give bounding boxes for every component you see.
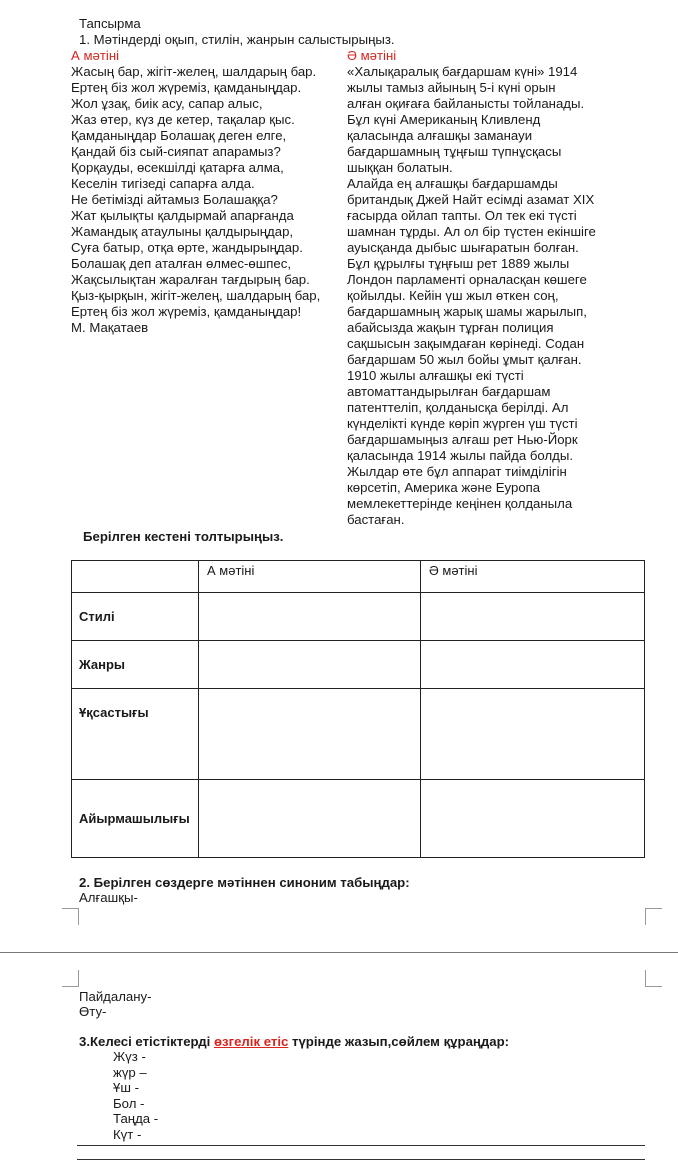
task3-instruction: [79, 1034, 509, 1050]
cell-genre-a[interactable]: [199, 641, 421, 689]
task2-word: Пайдалану-: [79, 989, 152, 1004]
task3-verb: Таңда -: [113, 1111, 159, 1126]
table-row: [72, 780, 645, 858]
text-b-line: қаласында алғашқы заманауи: [347, 128, 533, 143]
task1-instruction: 1. Мәтіндерді оқып, стилін, жанрын салыстырыңыз.: [79, 32, 395, 47]
text-b-line: шыққан болатын.: [347, 160, 453, 175]
page-corner-mark: [645, 908, 662, 925]
page-separator: [0, 952, 678, 953]
answer-line[interactable]: [77, 1159, 645, 1160]
page-corner-mark: [62, 970, 79, 987]
row-label-genre: Жанры: [72, 641, 199, 689]
page-corner-mark: [62, 908, 79, 925]
text-a-line: Жақсылықтан жаралған тағдырың бар.: [71, 272, 310, 287]
text-b-line: Бұл күні Американың Кливленд: [347, 112, 541, 127]
table-row: [72, 593, 645, 641]
cell-difference-b[interactable]: [421, 780, 645, 858]
task3-instruction-start: 3.Келесі етістіктерді: [79, 1034, 214, 1049]
text-b-column: [347, 48, 596, 528]
task3-verb: жүр –: [113, 1064, 147, 1080]
table-row: [72, 689, 645, 780]
text-b-line: бағдаршамыңыз алғаш рет Нью-Йорк: [347, 432, 578, 447]
text-b-line: бағдаршамның тұңғыш түпнұсқасы: [347, 144, 562, 159]
text-a-line: Жамандық атаулыны қалдырыңдар,: [71, 224, 294, 239]
table-row: [72, 641, 645, 689]
text-a-line: Не бетімізді айтамыз Болашаққа?: [71, 192, 278, 207]
text-b-line: патенттеліп, қолданысқа берілді. Ал: [347, 400, 569, 415]
task2-word: Өту-: [79, 1004, 107, 1019]
text-b-line: мемлекеттерінде кеңінен қолданыла: [347, 496, 573, 511]
text-a-line: Ертең біз жол жүреміз, қамданыңдар.: [71, 80, 302, 95]
task3-instruction-end: түрінде жазып,сөйлем құраңдар:: [288, 1034, 510, 1049]
cell-similarity-b[interactable]: [421, 689, 645, 780]
text-b-line: сақшысын зақымдаған көрінеді. Содан: [347, 336, 585, 351]
text-a-line: Кеселін тигізеді сапарға алда.: [71, 176, 255, 191]
row-label-style: Стилі: [72, 593, 199, 641]
text-b-line: бағдаршам 50 жыл бойы ұмыт қалған.: [347, 352, 582, 367]
task3-verb: Ұш -: [113, 1080, 139, 1095]
answer-line[interactable]: [77, 1145, 645, 1146]
text-a-column: [71, 48, 320, 336]
text-b-line: Бұл құрылғы тұңғыш рет 1889 жылы: [347, 256, 570, 271]
text-b-line: қаласында 1914 жылы пайда болды.: [347, 448, 573, 463]
text-b-line: шамнан тұрды. Ал ол бір түстен екіншіге: [347, 224, 596, 239]
text-a-line: Қорқауды, өсекшілді қатарға алма,: [71, 160, 284, 175]
comparison-table: [71, 560, 645, 858]
text-b-line: көрсетіп, Америка және Еуропа: [347, 480, 541, 495]
text-b-line: күнделікті күнде көріп жүрген үш түсті: [347, 416, 578, 431]
table-header-text-b: Ә мәтіні: [421, 561, 645, 593]
task2-instruction: 2. Берілген сөздерге мәтіннен синоним табыңдар:: [79, 875, 410, 890]
table-header-row: [72, 561, 645, 593]
cell-style-a[interactable]: [199, 593, 421, 641]
text-a-line: Қыз-қырқын, жігіт-желең, шалдарың бар,: [71, 288, 321, 303]
task3-verb: Күт -: [113, 1126, 142, 1142]
table-header-text-a: А мәтіні: [199, 561, 421, 593]
text-b-line: жылы тамыз айының 5-і күні орын: [347, 80, 556, 95]
text-b-line: Лондон парламенті орналасқан көшеге: [347, 272, 587, 287]
cell-style-b[interactable]: [421, 593, 645, 641]
task3-highlight: өзгелік етіс: [213, 1034, 289, 1049]
text-b-line: британдық Джей Найт есімді азамат XIX: [347, 192, 595, 207]
text-a-line: Суға батыр, отқа өрте, жандырыңдар.: [71, 240, 303, 255]
text-b-line: Алайда ең алғашқы бағдаршамды: [347, 176, 558, 191]
cell-difference-a[interactable]: [199, 780, 421, 858]
text-a-line: Болашақ деп аталған өлмес-өшпес,: [71, 256, 292, 271]
task-title: Тапсырма: [79, 16, 141, 31]
text-b-line: 1910 жылы алғашқы екі түсті: [347, 368, 524, 383]
text-b-line: алған оқиғаға байланысты тойланады.: [347, 96, 585, 111]
text-a-line: Қамданыңдар Болашақ деген елге,: [71, 128, 287, 143]
text-b-line: ауысқанда дыбыс шығаратын болған.: [347, 240, 579, 255]
text-a-heading: А мәтіні: [71, 48, 120, 63]
table-header-empty: [72, 561, 199, 593]
task2-word: Алғашқы-: [79, 890, 138, 905]
text-b-line: «Халықаралық бағдаршам күні» 1914: [347, 64, 578, 79]
cell-genre-b[interactable]: [421, 641, 645, 689]
text-a-author: М. Мақатаев: [71, 320, 149, 335]
text-b-line: бағдаршамның жарық шамы жарылып,: [347, 304, 587, 319]
text-b-line: автоматтандырылған бағдаршам: [347, 384, 551, 399]
text-b-line: бастаған.: [347, 512, 405, 527]
task3-verb: Жүз -: [113, 1049, 146, 1064]
text-a-line: Жаз өтер, күз де кетер, тақалар қыс.: [71, 112, 295, 127]
text-a-line: Жасың бар, жігіт-желең, шалдарың бар.: [71, 64, 317, 79]
text-b-line: қойылды. Кейін үш жыл өткен соң,: [347, 288, 559, 303]
text-a-line: Жат қылықты қалдырмай апарғанда: [71, 208, 294, 223]
text-a-line: Ертең біз жол жүреміз, қамданыңдар!: [71, 304, 302, 319]
row-label-similarity: Ұқсастығы: [72, 689, 199, 780]
text-a-line: Қандай біз сый-сияпат апарамыз?: [71, 144, 281, 159]
text-a-line: Жол ұзақ, биік асу, сапар алыс,: [71, 96, 263, 111]
cell-similarity-a[interactable]: [199, 689, 421, 780]
text-b-heading: Ә мәтіні: [347, 48, 397, 63]
row-label-difference: Айырмашылығы: [72, 780, 199, 858]
text-b-line: абайсызда жақын тұрған полиция: [347, 320, 554, 335]
text-b-line: ғасырда ойлап тапты. Ол тек екі түсті: [347, 208, 577, 223]
page-corner-mark: [645, 970, 662, 987]
task3-verb-list: [113, 1049, 158, 1142]
table-instruction: Берілген кестені толтырыңыз.: [83, 529, 284, 544]
task3-verb: Бол -: [113, 1095, 145, 1111]
text-b-line: Жылдар өте бұл аппарат тиімділігін: [347, 464, 567, 479]
